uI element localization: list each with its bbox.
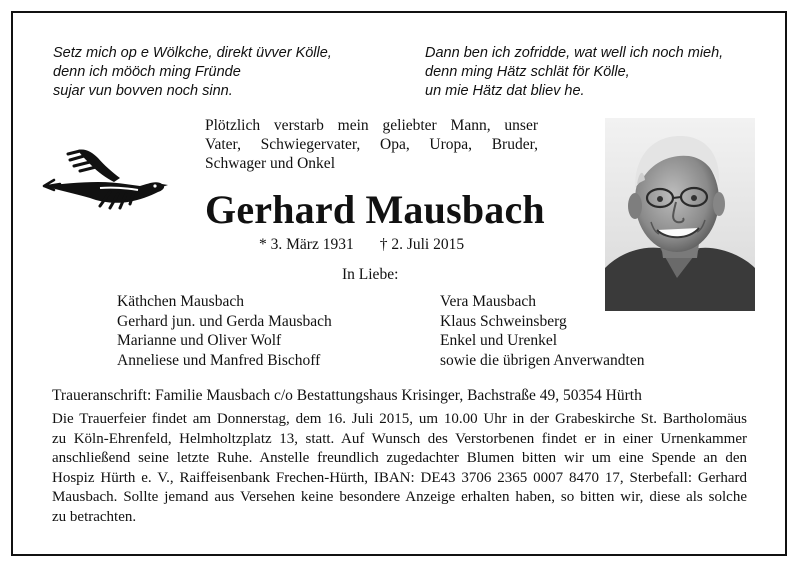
ceremony-line: Mausbach. Sollte jemand aus Versehen keine besondere Anzeige erhalten haben, so bitten wir, diese als solche (52, 489, 747, 506)
mourner-entry: Klaus Schweinsberg (440, 312, 567, 330)
poem-line: sujar vun bovven noch sinn. (53, 83, 233, 99)
death-date: † 2. Juli 2015 (379, 236, 465, 253)
mourner-entry: Vera Mausbach (440, 293, 536, 310)
deceased-name: Gerhard Mausbach (205, 187, 545, 232)
poem-right (425, 44, 723, 101)
poem-line: Dann ben ich zofridde, wat well ich noch mieh, (425, 45, 724, 61)
ceremony-line: zu Köln-Ehrenfeld, Helmholtzplatz 13, statt. Auf Wunsch des Verstorbenen findet er in einer Urnenkammer (52, 430, 747, 447)
intro-line: Schwager und Onkel (205, 155, 335, 172)
poem-left (53, 44, 332, 101)
poem-line: un mie Hätz dat bliev he. (425, 83, 585, 99)
ceremony-text (52, 410, 747, 528)
intro-line: Plötzlich verstarb mein geliebter Mann, unser (205, 117, 538, 134)
in-love-heading: In Liebe: (342, 266, 399, 283)
life-dates (259, 236, 490, 254)
birth-date: * 3. März 1931 (259, 236, 354, 253)
intro-text (205, 116, 538, 173)
mourning-address: Traueranschrift: Familie Mausbach c/o Bestattungshaus Krisinger, Bachstraße 49, 50354 Hürth (52, 387, 642, 404)
mourner-entry: Gerhard jun. und Gerda Mausbach (117, 312, 332, 330)
intro-line: Vater, Schwiegervater, Opa, Uropa, Bruder, (205, 136, 538, 153)
dove-icon (40, 140, 170, 212)
poem-line: Setz mich op e Wölkche, direkt üvver Kölle, (53, 45, 332, 61)
mourners-left (117, 292, 332, 370)
mourner-entry: Anneliese und Manfred Bischoff (117, 351, 321, 369)
ceremony-line: Hospiz Hürth e. V., Raiffeisenbank Frechen-Hürth, IBAN: DE43 3706 2365 0007 8470 17, Sterbefall: Gerhard (52, 469, 747, 486)
mourner-entry: sowie die übrigen Anverwandten (440, 351, 645, 369)
ceremony-line: zu betrachten. (52, 508, 137, 525)
mourner-entry: Enkel und Urenkel (440, 332, 558, 349)
portrait-photo (605, 118, 755, 311)
ceremony-line: Die Trauerfeier findet am Donnerstag, dem 16. Juli 2015, um 10.00 Uhr in der Grabeskirche St. Bartholomäus (52, 411, 747, 427)
ceremony-line: anschließend seine letzte Ruhe. Anstelle freundlich zugedachter Blumen bitten wir um eine Spende an den (52, 450, 747, 467)
poem-line: denn ming Hätz schlät för Kölle, (425, 64, 630, 80)
poem-line: denn ich mööch ming Fründe (53, 64, 241, 80)
mourners-right (440, 292, 644, 370)
mourner-entry: Käthchen Mausbach (117, 293, 244, 310)
mourner-entry: Marianne und Oliver Wolf (117, 332, 282, 349)
